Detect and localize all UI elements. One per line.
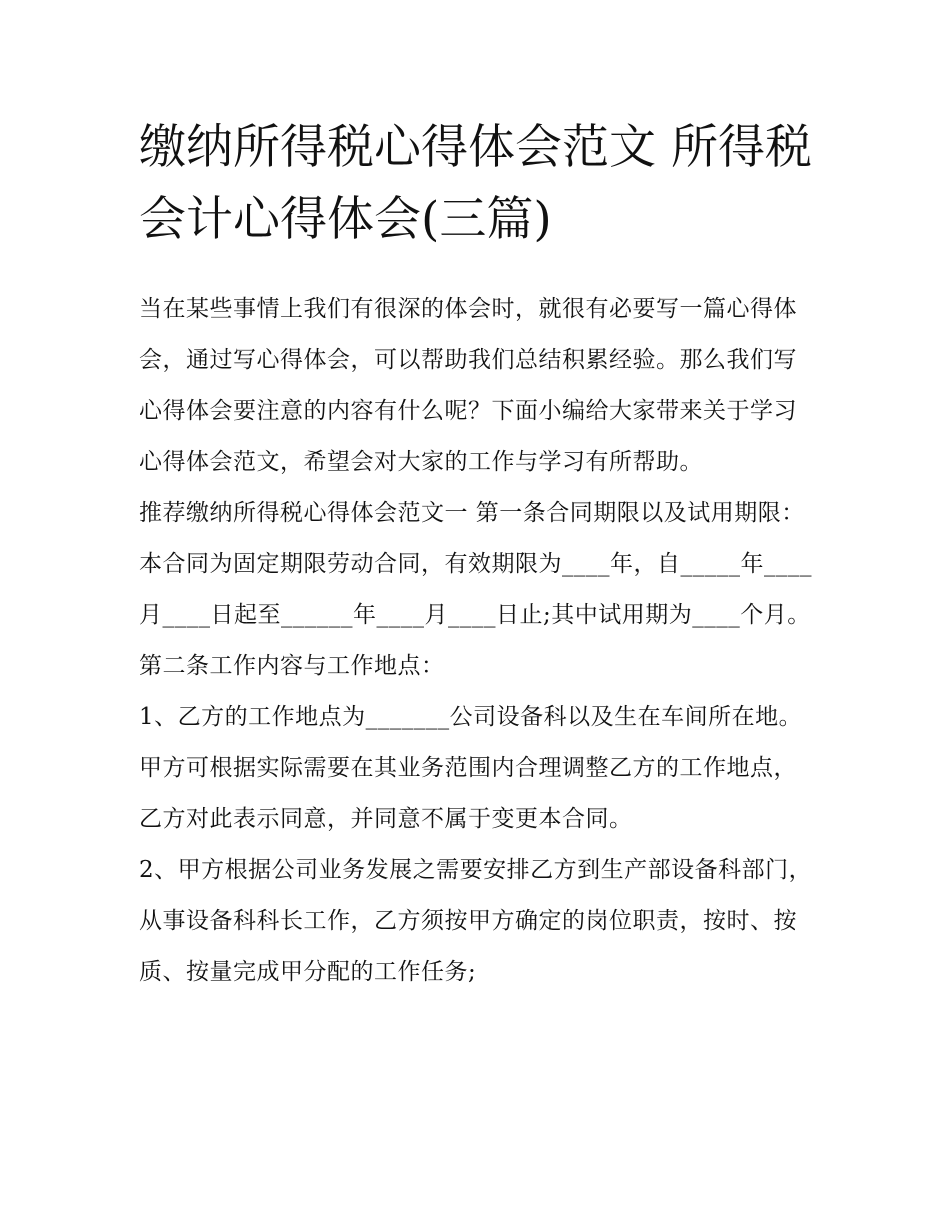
paragraph-item-two: 2、甲方根据公司业务发展之需要安排乙方到生产部设备科部门，从事设备科科长工作，乙方须按甲方确定的岗位职责，按时、按质、按量完成甲分配的工作任务; [139, 857, 813, 985]
paragraph-recommend: 推荐缴纳所得税心得体会范文一 第一条合同期限以及试用期限： [139, 500, 805, 526]
document-page [139, 112, 819, 998]
paragraph-section-two-heading: 第二条工作内容与工作地点： [139, 653, 445, 679]
paragraph-item-one: 1、乙方的工作地点为_______公司设备科以及生在车间所在地。甲方可根据实际需要在其业务范围内合理调整乙方的工作地点，乙方对此表示同意，并同意不属于变更本合同。 [139, 704, 803, 832]
document-title: 缴纳所得税心得体会范文 所得税会计心得体会(三篇) [139, 120, 812, 247]
paragraph-intro: 当在某些事情上我们有很深的体会时，就很有必要写一篇心得体会，通过写心得体会，可以帮助我们总结积累经验。那么我们写心得体会要注意的内容有什么呢？下面小编给大家带来关于学习心得体会范文，希望会对大家的工作与学习有所帮助。 [139, 296, 797, 475]
paragraph-contract-term: 本合同为固定期限劳动合同，有效期限为____年，自_____年____月____日起至______年____月____日止;其中试用期为____个月。 [139, 551, 812, 628]
